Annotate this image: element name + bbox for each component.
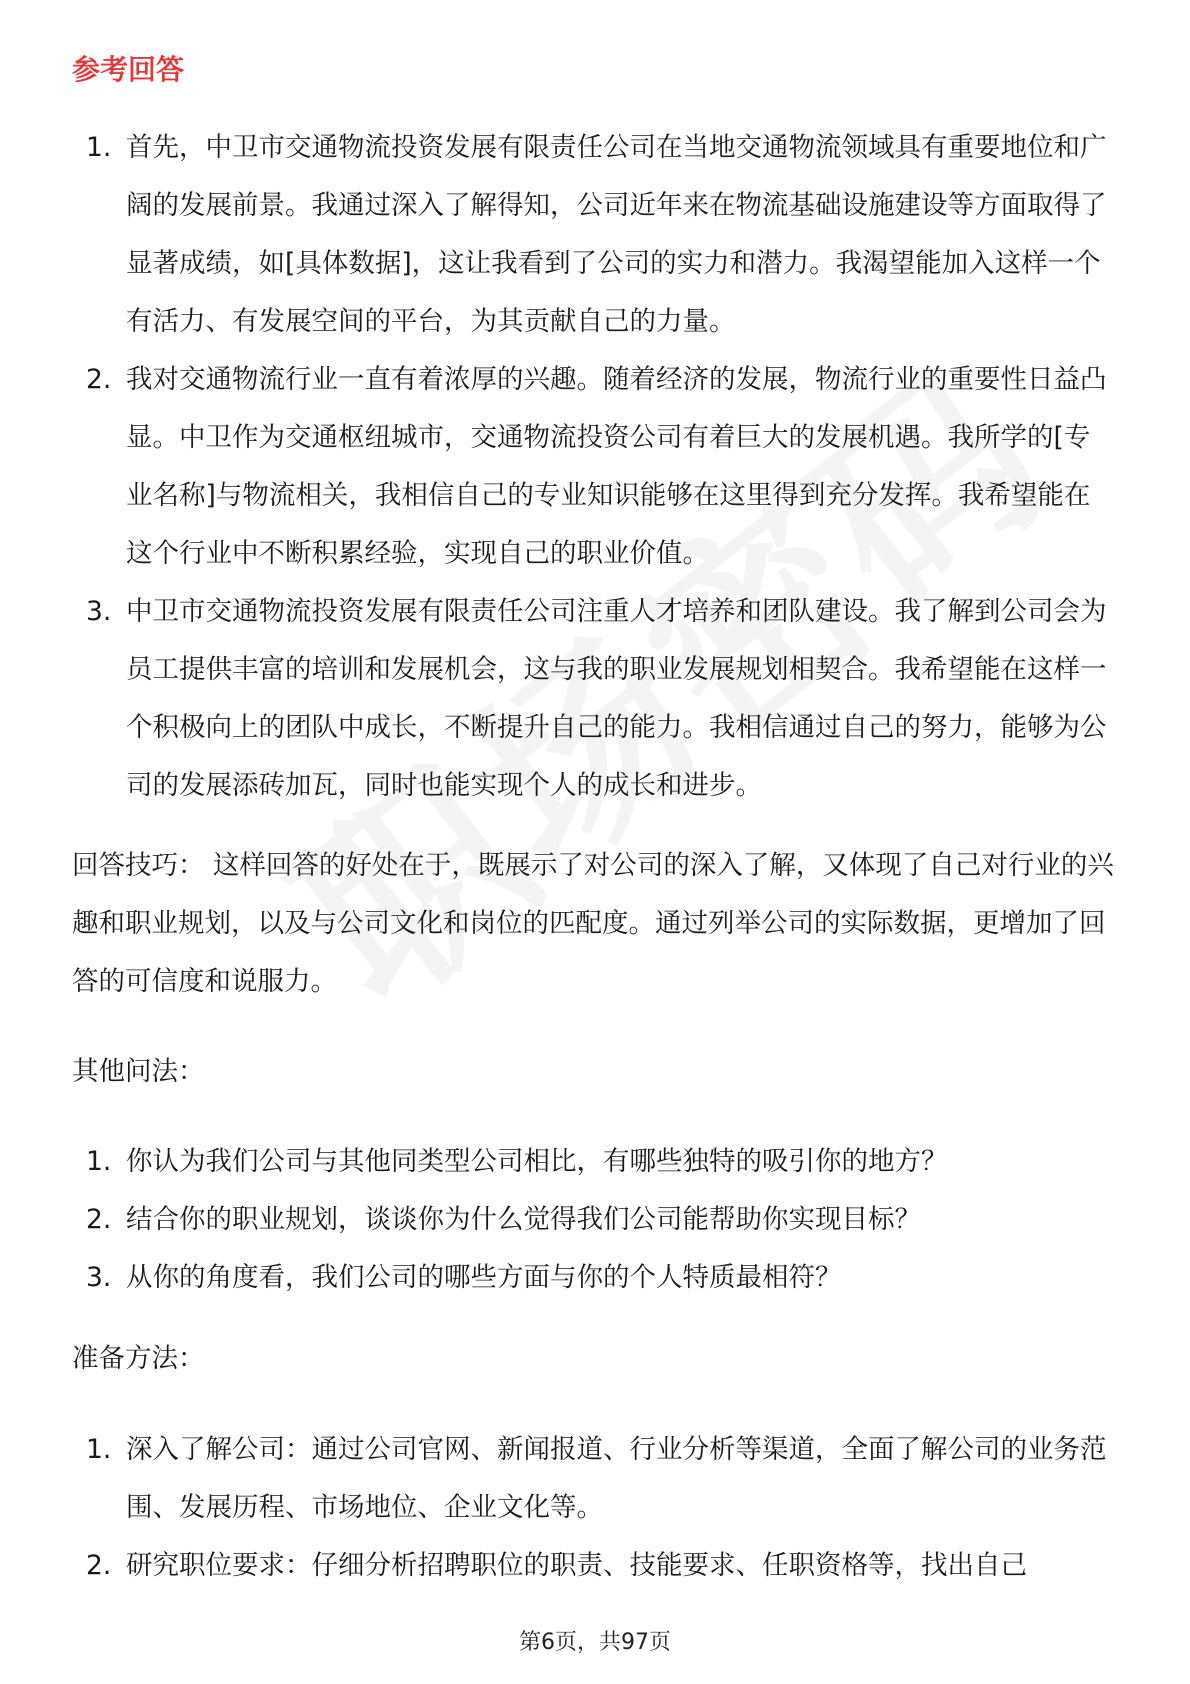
- list-item: 3. 从你的角度看，我们公司的哪些方面与你的个人特质最相符？: [86, 1262, 842, 1293]
- prep-text: 深入了解公司：通过公司官网、新闻报道、行业分析等渠道，全面了解公司的业务范围、发展历程、市场地位、企业文化等。: [126, 1434, 1107, 1523]
- list-item: 1. 深入了解公司：通过公司官网、新闻报道、行业分析等渠道，全面了解公司的业务范围、发展历程、市场地位、企业文化等。: [86, 1434, 1107, 1523]
- answer-tip: 回答技巧： 这样回答的好处在于，既展示了对公司的深入了解，又体现了自己对行业的兴趣和职业规划，以及与公司文化和岗位的匹配度。通过列举公司的实际数据，更增加了回答的可信度和说服力。: [72, 850, 1114, 997]
- list-item: 1. 你认为我们公司与其他同类型公司相比，有哪些独特的吸引你的地方？: [86, 1146, 948, 1177]
- preparation-label: 准备方法：: [72, 1343, 205, 1374]
- list-item: 1. 首先，中卫市交通物流投资发展有限责任公司在当地交通物流领域具有重要地位和广阔的发展前景。我通过深入了解得知，公司近年来在物流基础设施建设等方面取得了显著成绩，如[具体数据]，这让我看到了公司的实力和潜力。我渴望能加入这样一个有活力、有发展空间的平台，为其贡献自己的力量。: [86, 132, 1107, 337]
- other-questions-list: [72, 1133, 1112, 1307]
- answer-text: 首先，中卫市交通物流投资发展有限责任公司在当地交通物流领域具有重要地位和广阔的发展前景。我通过深入了解得知，公司近年来在物流基础设施建设等方面取得了显著成绩，如[具体数据]，这让我看到了公司的实力和潜力。我渴望能加入这样一个有活力、有发展空间的平台，为其贡献自己的力量。: [126, 132, 1107, 337]
- answer-text: 中卫市交通物流投资发展有限责任公司注重人才培养和团队建设。我了解到公司会为员工提供丰富的培训和发展机会，这与我的职业发展规划相契合。我希望能在这样一个积极向上的团队中成长，不断提升自己的能力。我相信通过自己的努力，能够为公司的发展添砖加瓦，同时也能实现个人的成长和进步。: [126, 596, 1107, 801]
- answer-text: 我对交通物流行业一直有着浓厚的兴趣。随着经济的发展，物流行业的重要性日益凸显。中卫作为交通枢纽城市，交通物流投资公司有着巨大的发展机遇。我所学的[专业名称]与物流相关，我相信自己的专业知识能够在这里得到充分发挥。我希望能在这个行业中不断积累经验，实现自己的职业价值。: [126, 364, 1107, 569]
- question-text: 结合你的职业规划，谈谈你为什么觉得我们公司能帮助你实现目标？: [126, 1204, 921, 1235]
- list-item: 2. 结合你的职业规划，谈谈你为什么觉得我们公司能帮助你实现目标？: [86, 1204, 921, 1235]
- page-footer: 第6页，共97页: [519, 1630, 671, 1655]
- question-text: 你认为我们公司与其他同类型公司相比，有哪些独特的吸引你的地方？: [126, 1146, 948, 1177]
- question-text: 从你的角度看，我们公司的哪些方面与你的个人特质最相符？: [126, 1262, 842, 1293]
- list-item: 2. 研究职位要求：仔细分析招聘职位的职责、技能要求、任职资格等，找出自己: [86, 1550, 1027, 1581]
- other-questions-label: 其他问法：: [72, 1056, 205, 1087]
- preparation-list: [72, 1421, 1112, 1595]
- list-item: 2. 我对交通物流行业一直有着浓厚的兴趣。随着经济的发展，物流行业的重要性日益凸显。中卫作为交通枢纽城市，交通物流投资公司有着巨大的发展机遇。我所学的[专业名称]与物流相关，我相信自己的专业知识能够在这里得到充分发挥。我希望能在这个行业中不断积累经验，实现自己的职业价值。: [86, 364, 1107, 569]
- section-heading: 参考回答: [72, 53, 185, 86]
- answer-list: [72, 119, 1112, 815]
- prep-text: 研究职位要求：仔细分析招聘职位的职责、技能要求、任职资格等，找出自己: [126, 1550, 1027, 1581]
- list-item: 3. 中卫市交通物流投资发展有限责任公司注重人才培养和团队建设。我了解到公司会为员工提供丰富的培训和发展机会，这与我的职业发展规划相契合。我希望能在这样一个积极向上的团队中成长，不断提升自己的能力。我相信通过自己的努力，能够为公司的发展添砖加瓦，同时也能实现个人的成长和进步。: [86, 596, 1107, 801]
